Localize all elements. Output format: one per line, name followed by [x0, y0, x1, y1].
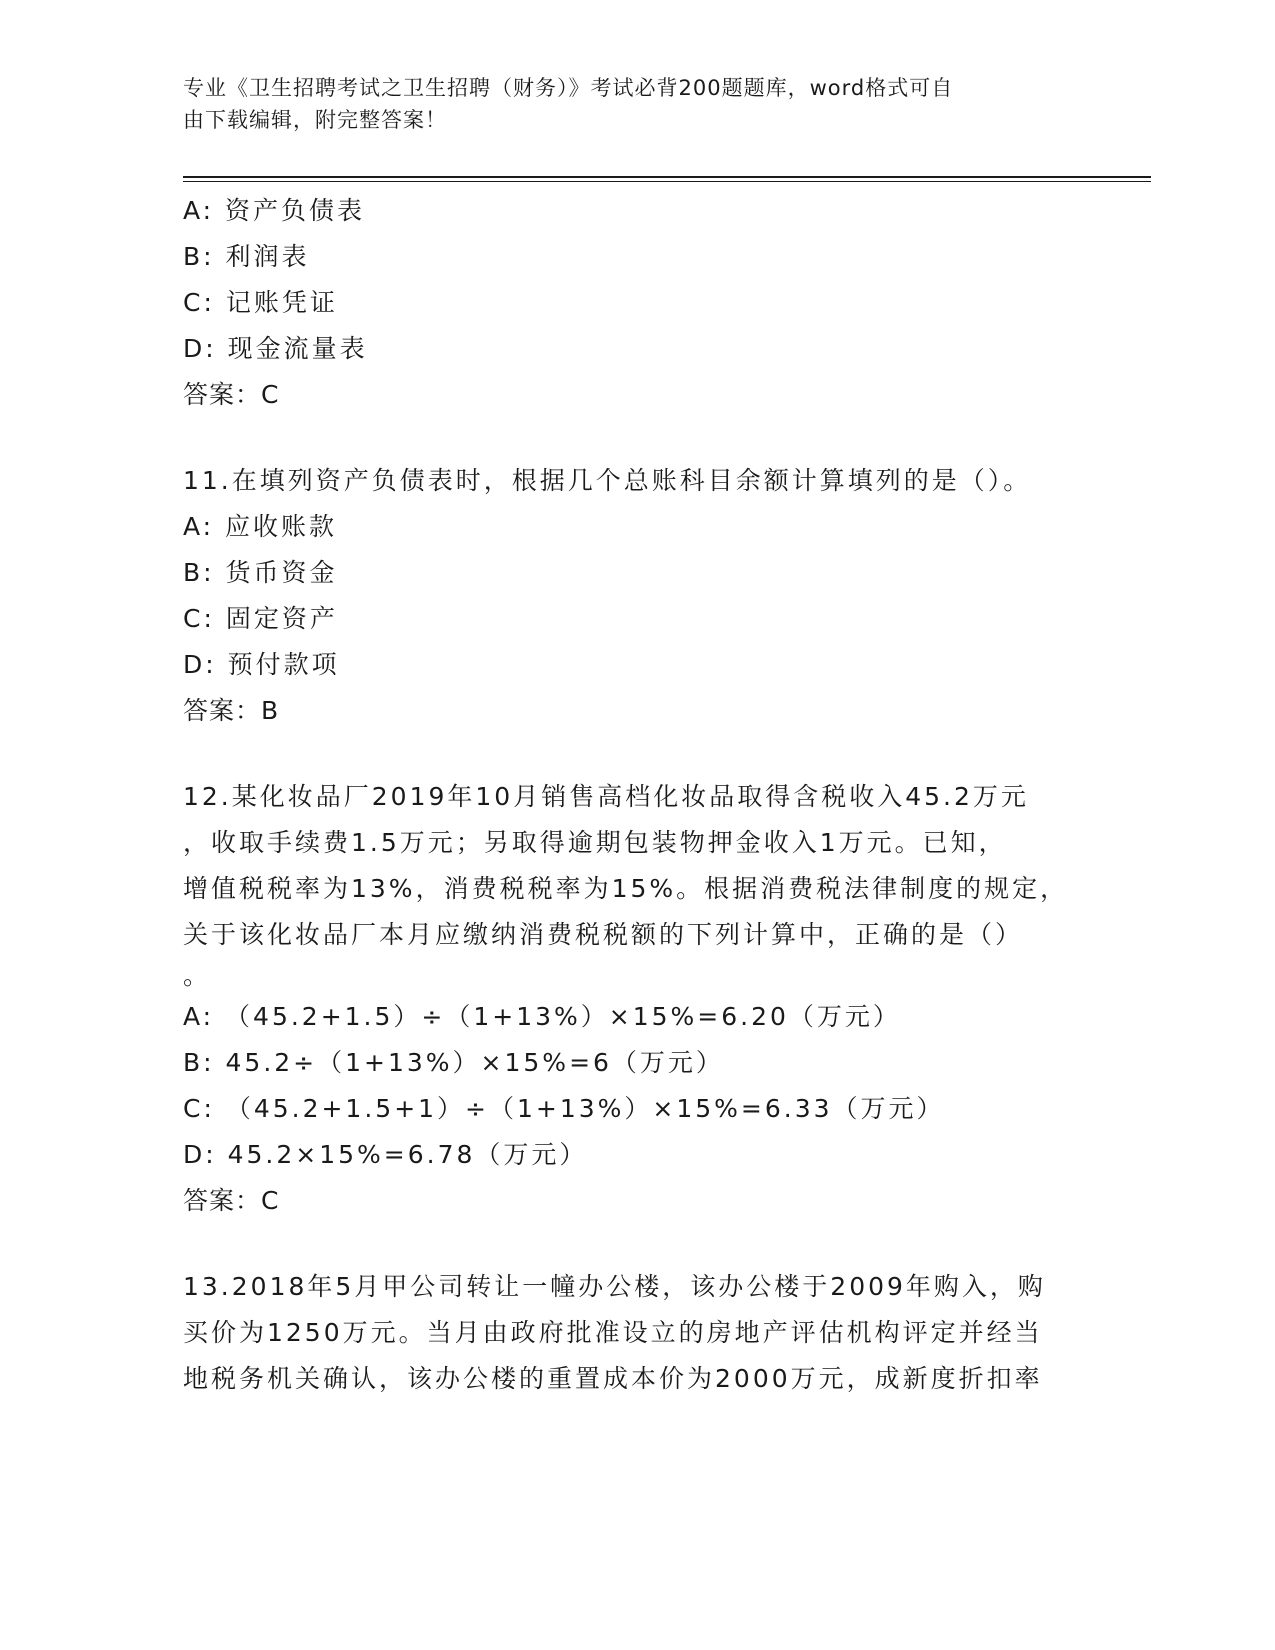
option-d: D: 现金流量表 [183, 334, 368, 363]
option-a: A: 资产负债表 [183, 196, 366, 225]
header-divider-thick [183, 176, 1151, 178]
question-block-11 [183, 458, 1083, 734]
question-text-line-3: 增值税税率为13%，消费税税率为15%。根据消费税法律制度的规定， [183, 874, 1069, 903]
option-a: A: 应收账款 [183, 512, 338, 541]
answer-line: 答案：B [183, 696, 280, 725]
option-b: B: 货币资金 [183, 558, 338, 587]
question-text-line-2: 买价为1250万元。当月由政府批准设立的房地产评估机构评定并经当 [183, 1318, 1043, 1347]
option-b: B: 利润表 [183, 242, 310, 271]
option-a: A: （45.2+1.5）÷（1+13%）×15%=6.20（万元） [183, 1002, 901, 1031]
option-c: C: 记账凭证 [183, 288, 338, 317]
question-text-line-5: 。 [183, 961, 212, 990]
option-c: C: 固定资产 [183, 604, 338, 633]
question-text: 11.在填列资产负债表时，根据几个总账科目余额计算填列的是（）。 [183, 466, 1032, 495]
question-text-line-2: ，收取手续费1.5万元；另取得逾期包装物押金收入1万元。已知， [183, 828, 1007, 857]
option-b: B: 45.2÷（1+13%）×15%=6（万元） [183, 1048, 724, 1077]
header-line-1: 专业《卫生招聘考试之卫生招聘（财务）》考试必背200题题库，word格式可自 [183, 76, 954, 100]
question-block-10 [183, 188, 1083, 418]
question-list [183, 188, 1083, 1402]
answer-line: 答案：C [183, 380, 280, 409]
question-text-line-4: 关于该化妆品厂本月应缴纳消费税税额的下列计算中，正确的是（） [183, 920, 1024, 949]
option-d: D: 预付款项 [183, 650, 340, 679]
header-divider-thin [183, 181, 1151, 182]
question-block-12 [183, 774, 1083, 1224]
question-text-line-1: 13.2018年5月甲公司转让一幢办公楼，该办公楼于2009年购入，购 [183, 1272, 1046, 1301]
option-d: D: 45.2×15%=6.78（万元） [183, 1140, 588, 1169]
question-text-line-3: 地税务机关确认，该办公楼的重置成本价为2000万元，成新度折扣率 [183, 1364, 1043, 1393]
answer-line: 答案：C [183, 1186, 280, 1215]
header-line-2: 由下载编辑，附完整答案！ [183, 108, 447, 132]
question-block-13 [183, 1264, 1083, 1402]
question-text-line-1: 12.某化妆品厂2019年10月销售高档化妆品取得含税收入45.2万元 [183, 782, 1029, 811]
option-c: C: （45.2+1.5+1）÷（1+13%）×15%=6.33（万元） [183, 1094, 945, 1123]
document-header [183, 72, 1063, 136]
